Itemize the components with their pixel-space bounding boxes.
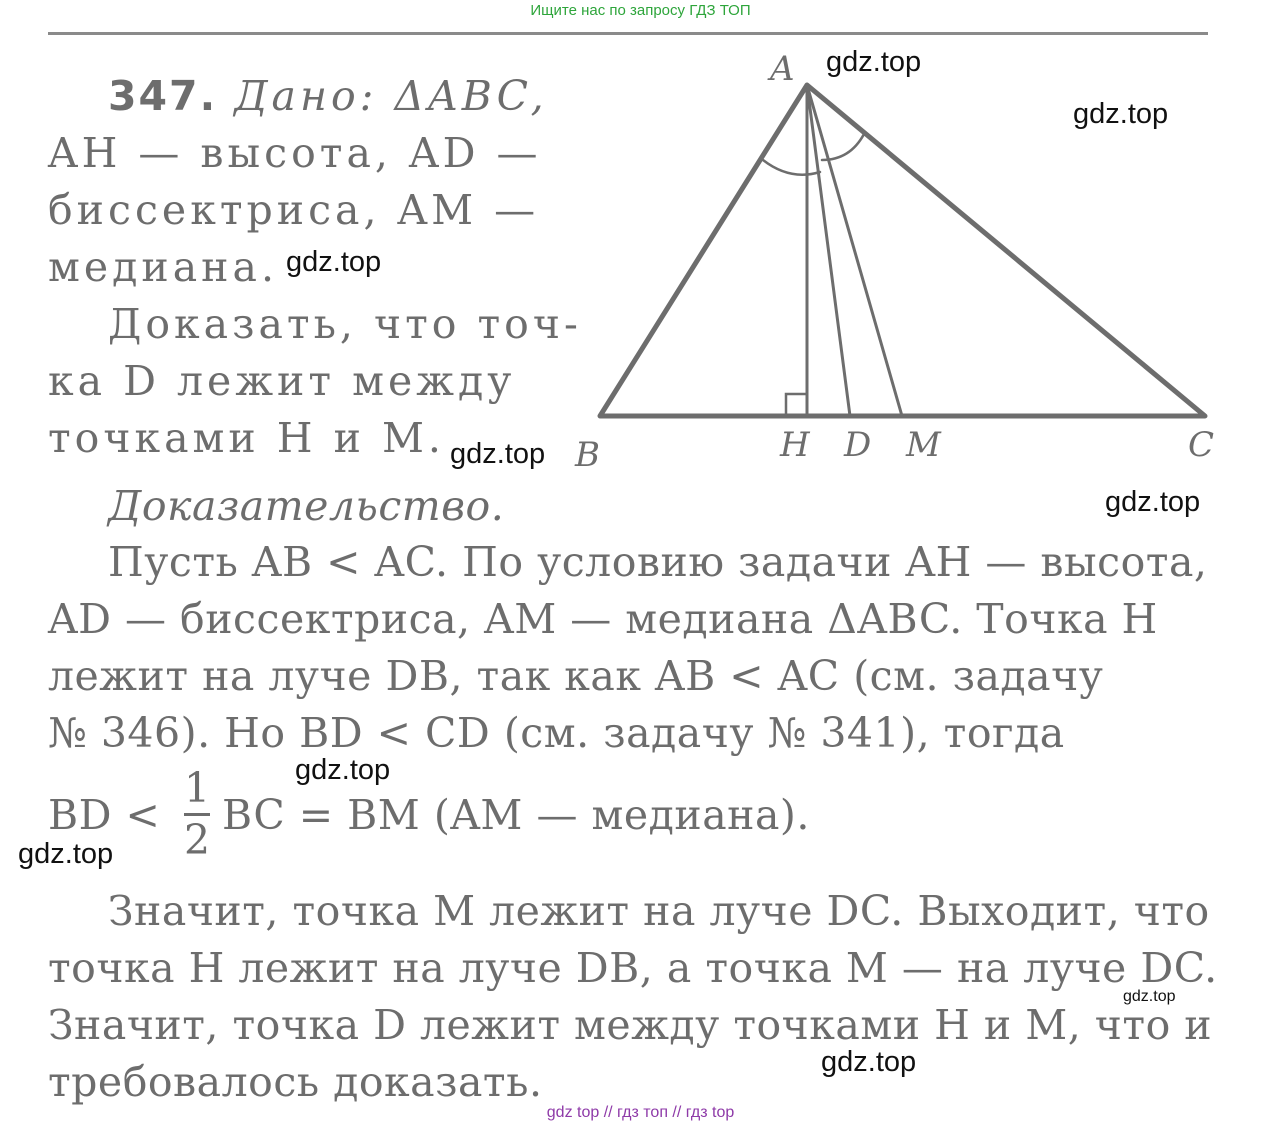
label-d: D [844, 425, 872, 465]
watermark: gdz.top [286, 246, 382, 278]
given-line-3: биссектриса, AM — [48, 186, 540, 234]
proof-line-2: AD — биссектриса, AM — медиана ΔABC. Точка H [48, 595, 1158, 643]
label-h: H [780, 425, 810, 465]
watermark: gdz.top [821, 1046, 917, 1078]
right-angle-mark [786, 394, 807, 416]
watermark: gdz.top [18, 838, 114, 870]
watermark: gdz.top [295, 754, 391, 786]
proof-line-4: № 346). Но BD < CD (см. задачу № 341), тогда [48, 709, 1065, 757]
prove-line-3: точками H и M. [48, 414, 445, 462]
label-c: C [1188, 425, 1215, 465]
given-triangle: ΔABC, [394, 72, 548, 120]
triangle-abc [600, 85, 1205, 416]
conclusion-line-1: Значит, точка M лежит на луче DC. Выходит, что [108, 887, 1210, 935]
watermark: gdz.top [1105, 486, 1201, 518]
label-b: B [575, 435, 600, 475]
bisector-ad [807, 85, 850, 416]
proof-line-1: Пусть AB < AC. По условию задачи AH — высота, [108, 538, 1208, 586]
watermark: gdz.top [450, 438, 546, 470]
problem-number: 347. [108, 72, 218, 120]
fraction-numerator: 1 [184, 764, 211, 812]
proof-line-3: лежит на луче DB, так как AB < AC (см. задачу [48, 652, 1104, 700]
watermark: gdz.top [826, 46, 922, 78]
formula-right: BC = BM (AM — медиана). [222, 791, 810, 839]
watermark: gdz.top [1073, 98, 1169, 130]
label-m: M [906, 425, 941, 465]
top-banner[interactable]: Ищите нас по запросу ГДЗ ТОП [530, 2, 751, 19]
given-label: Дано: [234, 72, 378, 120]
prove-line-1: Доказать, что точ- [108, 300, 582, 348]
conclusion-line-3: Значит, точка D лежит между точками H и M, что и [48, 1001, 1213, 1049]
label-a: A [770, 49, 795, 89]
given-line-4: медиана. [48, 243, 278, 291]
formula-left: BD < [48, 791, 161, 839]
footer-links[interactable]: gdz top // гдз топ // гдз top [546, 1104, 735, 1121]
proof-title: Доказательство. [108, 482, 505, 530]
conclusion-line-4: требовалось доказать. [48, 1058, 543, 1106]
angle-arc-left [763, 160, 820, 175]
fraction-denominator: 2 [184, 816, 211, 864]
watermark: gdz.top [1123, 988, 1176, 1005]
prove-line-2: ка D лежит между [48, 357, 516, 405]
median-am [807, 85, 902, 416]
given-line-2: AH — высота, AD — [48, 129, 542, 177]
conclusion-line-2: точка H лежит на луче DB, а точка M — на луче DC. [48, 944, 1218, 992]
